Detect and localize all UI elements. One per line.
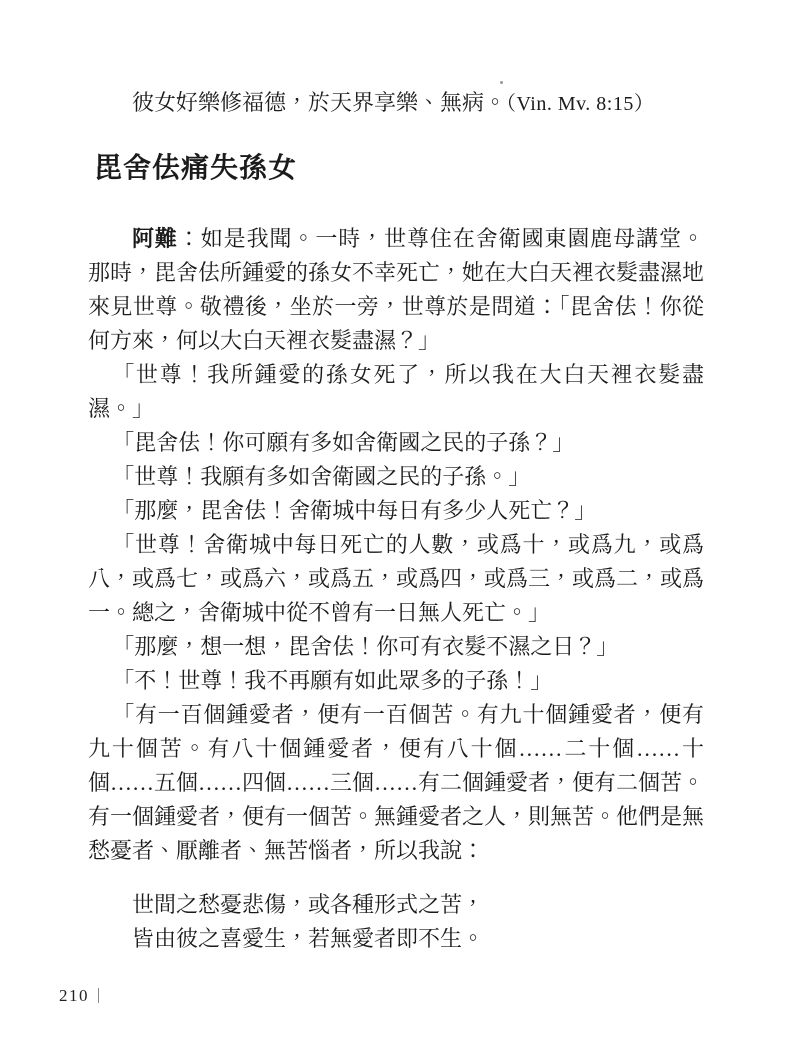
folio-divider [98,988,99,1003]
verse-line: 世間之愁憂悲傷，或各種形式之苦， [132,892,485,917]
section-title: 毘舍佉痛失孫女 [94,153,298,184]
carryover-verse-line [88,86,704,121]
opening-paragraph-text: ：如是我聞。一時，世尊住在舍衛國東園鹿母講堂。那時，毘舍佉所鍾愛的孫女不幸死亡，她在大白天裡衣髮盡濕地來見世尊。敬禮後，坐於一旁，世尊於是問道：「毘舍佉！你從何方來，何以大白天裡衣髮盡濕？」 [88,226,705,353]
dialogue-paragraph: 「世尊！我所鍾愛的孫女死了，所以我在大白天裡衣髮盡濕。」 [88,362,704,421]
closing-verse [88,888,704,956]
dialogue-paragraph: 「不！世尊！我不再願有如此眾多的子孫！」 [112,668,553,693]
dialogue-paragraph: 「世尊！舍衛城中每日死亡的人數，或爲十，或爲九，或爲八，或爲七，或爲六，或爲五，或爲四，或爲三，或爲二，或爲一。總之，舍衛城中從不曾有一日無人死亡。」 [88,532,705,625]
verse-citation: （Vin. Mv. 8:15） [506,93,655,115]
carryover-verse-text: 彼女好樂修福德，於天界享樂、無病。 [132,90,507,115]
opening-paragraph [88,222,704,358]
dialogue-paragraph: 「那麼，想一想，毘舍佉！你可有衣髮不濕之日？」 [112,634,619,659]
dialogue-paragraph: 「毘舍佉！你可願有多如舍衛國之民的子孫？」 [112,430,575,455]
print-speck [500,81,503,84]
page-number-block [59,986,99,1006]
page-number: 210 [59,986,89,1005]
dialogue-paragraph: 「世尊！我願有多如舍衛國之民的子孫。」 [112,464,531,489]
dialogue-paragraph: 「那麼，毘舍佉！舍衛城中每日有多少人死亡？」 [112,498,597,523]
dialogue-paragraph: 「有一百個鍾愛者，便有一百個苦。有九十個鍾愛者，便有九十個苦。有八十個鍾愛者，便有八十個……二十個……十個……五個……四個……三個……有二個鍾愛者，便有二個苦。有一個鍾愛者，便有一個苦。無鍾愛者之人，則無苦。他們是無愁憂者、厭離者、無苦惱者，所以我說： [88,702,705,863]
verse-line: 皆由彼之喜愛生，若無愛者即不生。 [132,926,485,951]
body-text-column [88,222,704,956]
speaker-name: 阿難 [132,226,178,251]
